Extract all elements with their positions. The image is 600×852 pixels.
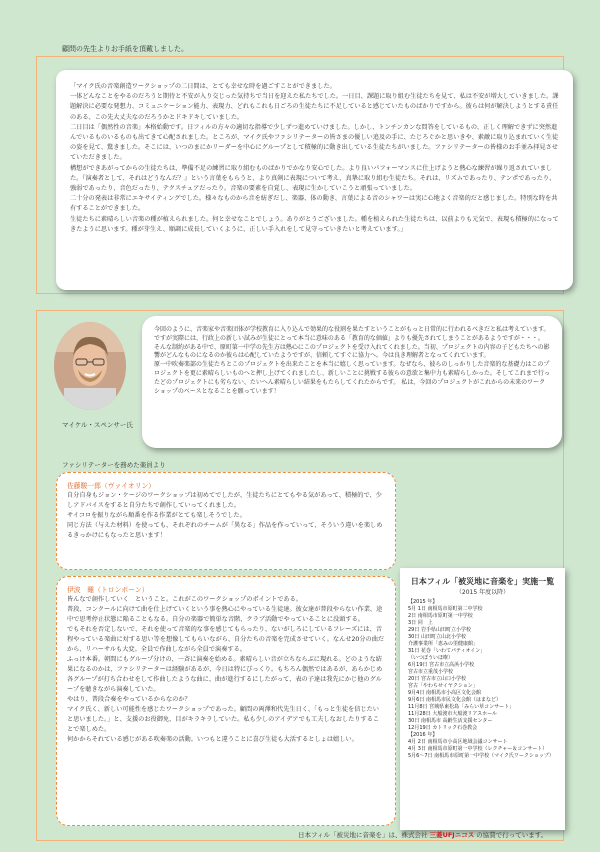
schedule-panel bbox=[400, 568, 565, 830]
sato-comment-box bbox=[56, 472, 396, 570]
sato-name: 佐藤駿一郎（ヴァイオリン） bbox=[67, 482, 156, 490]
teacher-letter: 「マイク氏の音楽創造ワークショップの二日間は、とても幸せな時を過ごすことができました。 一体どんなことをやるのだろうと期待と不安が入り交じった気持ちで当日を迎えた私たちでした。一日目、課題に取り組む生徒たちを見て、私は不安が増大していきました。課題解決に必要な発想力、コミュニケーション能力、表現力、どれもこれも日ごろの生徒たちに不足していると感じていたものばかりですから。彼らは何が解決しようとする責任のある、この先大丈夫なのだろうかとドキドキしていました。 二日目は「偶然性の音楽」本格始動です。日フィルの方々の適切な指導で少しずつ進めていけました。しかし、トンチンカンな問答をしているもの、正しく理解できずに突然進んでいるものいるものも出てきて心配されました。ところが、マイク氏やファシリテーターの皆さまの優しい追及の手に、たじろぐかと思いきや、素敵に取り込まれていく生徒の姿を見て、驚きました。そこには、いつのまにかリーダーを中心にグループとして積極的に動き出している生徒たちがいました。ファシリテーターの皆様のお手並み拝見させていただきました。 構想ができあがってからの生徒たちは、準備不足の練習に取り組むものばかりでかなり安心でした。より良いパフォーマンスに仕上げようと熱心な練習が繰り返されていました。『演奏者として、それはどうなんだ？』という言葉をもらうと、より真剣に表現について考え、真摯に取り組む生徒たち。それは、リズムであったり、テンポであったり、強弱であったり、音色だったり、テクスチュアだったり。音楽の要素を自覚し、表現に生かしていこうと頑張っていました。 二十分の発表は非常にエキサイティングでした。様々なものから音を紡ぎだし、楽器、体の動き、言葉による音のシャワーは実に心地よく音楽的だと感じました。特別な時を共有することができました。 生徒たちに素晴らしい音楽の種が植えられました。何と幸せなことでしょう。ありがとうございました。種を植えられた生徒たちは、以前よりも元気で、表現も積極的になってきたように思います。種が芽生え、順調に成長していくように、正しい手入れをして見守っていきたいと考えています。」 bbox=[56, 70, 573, 290]
ito-comment: 皆んなで創作していく ということ。これがこのワークショップのポイントである。 普段、コンクールに向けて曲を仕上げていくという事を熱心にやっている生徒達。彼女達が普段やらない作業、途中で思考停止状態に陥ることもなる。自分の楽器で簡単な音階、クラブ活動でやっていることに没頭する。 でもそれを否定しないで、それを使って音楽的な事を感じてもらったり、ないがしろにしているフレーズには、音程やっている楽曲に対する思い等を想像してもらいながら、自分たちの音楽を完成させていく。なんせ20分の曲だから、リハーサルも大変。全員で作曲しながら全員で演奏する。 ふっけ本番。朝間にもグループ分けの、一斉に演奏を始める。素晴らしい音が立ちならぶに現れる。どのような結果になるのかは、ファシリテーターは経験があるが、今日は特にびっくり。もちろん偶然ではあるが、あらかじめ各グループが打ち合わせをして作曲したような曲に、曲が進行するにしたがって、表の子達は我先にかじ他のグループを聴きながら演奏していた。 やはり、普段合奏をやっているからなのか？ マイク氏く、新しい可能性を感じたワークショップであった。顧問の両澤和代先生日く、「もっと生徒を信じたいと思いました。」と、支援のお役御免、目がキラキラしていた。私も少しのアイデアでも工夫しなおしたりすることで楽しめた。 何かからそれている感じがある吹奏楽の活動。いつもと違うことに喜び生徒も大活するとしょは嬉しい。 bbox=[67, 596, 385, 743]
facilitator-label: ファシリテーターを務めた楽員より bbox=[62, 461, 166, 469]
sato-comment: 自分自身もジョン・ケージのワークショップは初めてでしたが、生徒たちにとてもやる気があって、積極的で、少しアドバイスをすると自分たちで創作していってくれました。 サイコロを振りながら順番を作る作業がとても楽しそうでした。 同じ方法（与えた材料）を使っても、それぞれのチームが「異なる」作品を作っていって、そういう違いを楽しめるきっかけにもなったと思います！ bbox=[67, 492, 383, 539]
header-note: 顧問の先生よりお手紙を頂戴しました。 bbox=[62, 45, 188, 53]
ito-comment-box bbox=[56, 576, 396, 826]
sponsor-logo: 三菱UFJニコス bbox=[429, 831, 475, 839]
spencer-caption: マイケル・スペンサー氏 bbox=[62, 421, 133, 429]
ito-name: 伊波 睡（トロンボーン） bbox=[67, 586, 149, 594]
footer-suffix: の協賛で行っています。 bbox=[476, 831, 548, 839]
schedule-year: （2015 年度以降） bbox=[455, 589, 510, 596]
spencer-photo bbox=[54, 322, 126, 410]
schedule-list: 【2015 年】 5月 1日 南相馬市原町第二中学校 2日 南相馬市原町第一中学校 3日 同 上 29日 岩手県山田町立小学校 30日 山田町立山北小学校 介護事業所「恵みの里健康館」 31日 花巻「いわてパティオイン」 （いつぼういほ療） 6月19日 宮古市立高浜小学校 宮古市立重茂小学校 20日 宮古市立山口小学校 宮古「やわちせイヤクション」 9月4日 南相馬市小高区文化会館 9月6日 南相馬市民文化会館（はまなど） 11月8日 宮城県東松島「みらい草コンサート」 11月28日 大船渡市大船渡リアスホール 30日 南相馬市 高齢生活支援センター 12月19日 カトリック石巻教会 【2016 年】 4月 2日 南相馬市小高区地域会議コンサート 4月 3日 南相馬市原町第一中学校（レクチャー＆コンサート） 5月6～7日 南相馬市原町第一中学校（マイク氏ワークショップ） bbox=[408, 599, 554, 759]
sponsor-footer bbox=[298, 830, 547, 839]
footer-prefix: 日本フィル「被災地に音楽を」は、株式会社 bbox=[298, 831, 428, 839]
portrait-image bbox=[54, 322, 126, 410]
spencer-message: 今回のように、音楽家や音楽団体が学校教育に入り込んで効果的な役割を果たすということがもっと日常的に行われるべきだと私は考えています。ですが実際には、行政上の新しい試みが生徒にとって本当に意味のある「教育的な価値」よりも優先されてしまうことがあるようですが・・・。 そんな制約がある中で、原町第一中学の先生方は熱心にこのプロジェクトを受け入れてくれました。当初、プロジェクトの内容の子どもたちへの影響がどんなものになるのか彼らは心配していたようですが、信頼してすぐに協力へ。今は良き理解者となってくれています。 原一中吹奏楽部の生徒たちとこのプロジェクトを出来たことを本当に嬉しく思っています。なぜなら、彼らのしっかりした音楽的な基礎力はこのプロジェクトを更に素晴らしいものへと押し上げてくれましたし、新しいことに挑戦する彼らの意欲と集中力も素晴らしかった。そしてこれまで行ったどのプロジェクトにも劣らない、たいへん素晴らしい結果をもたらしてくれたからです。 私は、今回のプロジェクトがこれからの未来のワークショップのベースとなることを願っています！ bbox=[142, 316, 562, 448]
schedule-title: 日本フィル「被災地に音楽を」実施一覧 bbox=[410, 577, 555, 586]
